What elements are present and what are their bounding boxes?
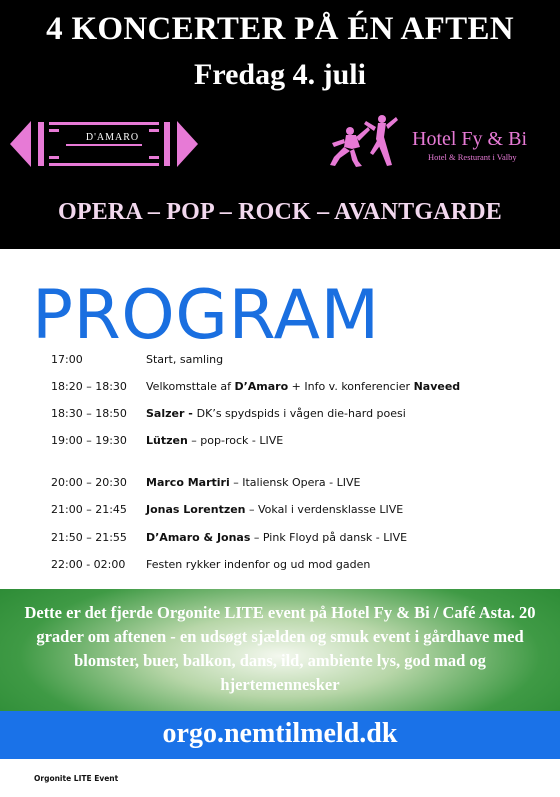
genre-line: OPERA – POP – ROCK – AVANTGARDE [57,199,503,225]
schedule-time: 18:30 – 18:50 [51,407,127,420]
damaro-logo-graphic [10,119,200,169]
schedule-time: 17:00 [51,353,83,366]
event-title: 4 KONCERTER PÅ ÉN AFTEN [46,11,514,47]
schedule-desc: Jonas Lorentzen – Vokal i verdensklasse LIVE [146,503,404,516]
program-heading: PROGRAM [32,276,380,355]
schedule-time: 18:20 – 18:30 [51,380,127,393]
damaro-logo-text: D'AMARO [85,132,140,143]
schedule-time: 19:00 – 19:30 [51,434,127,447]
schedule-desc: Marco Martiri – Italiensk Opera - LIVE [146,476,361,489]
hotel-subtitle: Hotel & Resturant i Valby [428,152,517,162]
damaro-logo [10,119,200,169]
signup-banner [0,711,560,759]
event-date: Fredag 4. juli [194,58,366,91]
signup-link[interactable]: orgo.nemtilmeld.dk [162,718,398,749]
schedule-time: 21:00 – 21:45 [51,503,127,516]
dancers-icon [326,113,406,169]
info-banner [0,589,560,711]
schedule-desc: Start, samling [146,353,224,366]
schedule-desc: D’Amaro & Jonas – Pink Floyd på dansk - LIVE [146,531,408,544]
schedule-desc: Salzer - DK’s spydspids i vågen die-hard poesi [146,407,406,420]
header-banner [0,0,560,249]
schedule-time: 21:50 – 21:55 [51,531,127,544]
footer-text: Orgonite LITE Event [34,774,119,783]
hotel-logo [326,113,556,173]
schedule-desc: Lützen – pop-rock - LIVE [146,434,284,447]
info-text: Dette er det fjerde Orgonite LITE event på Hotel Fy & Bi / Café Asta. 20 grader om aftenen - en udsøgt sjælden og smuk event i gårdhave med blomster, buer, balkon, dans, ild, ambiente lys, god mad og hjertemennesker [24,603,536,694]
schedule-desc: Festen rykker indenfor og ud mod gaden [146,558,371,571]
hotel-name: Hotel Fy & Bi [412,128,528,150]
schedule-desc: Velkomsttale af D’Amaro + Info v. konferencier Naveed [146,380,461,393]
schedule-time: 20:00 – 20:30 [51,476,127,489]
schedule-time: 22:00 - 02:00 [51,558,126,571]
